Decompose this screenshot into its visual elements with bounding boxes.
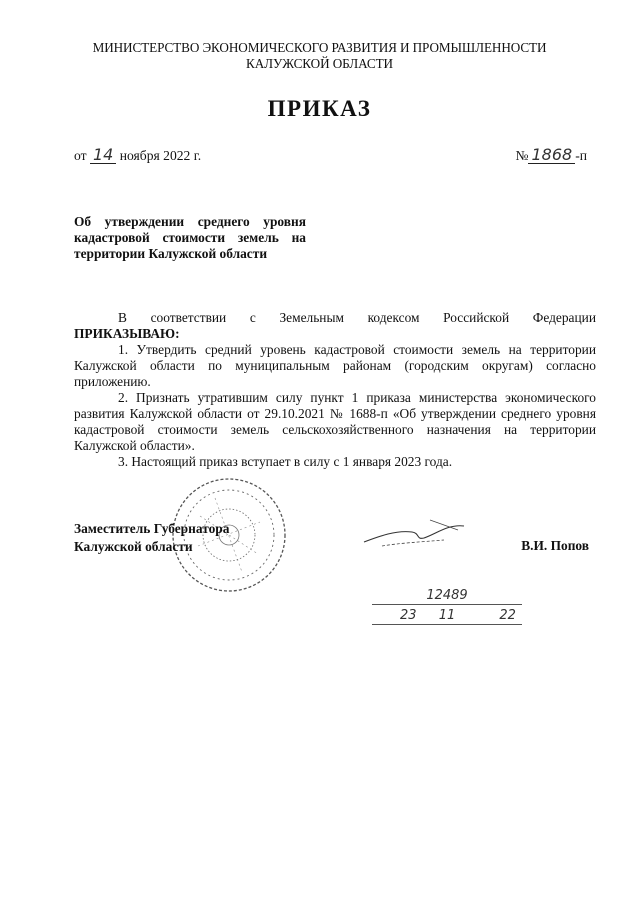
registration-number: 12489	[372, 588, 522, 605]
signer-position-line-2: Калужской области	[74, 539, 193, 554]
ministry-line-2: КАЛУЖСКОЙ ОБЛАСТИ	[246, 56, 393, 71]
number-suffix: -п	[575, 148, 587, 163]
order-date	[74, 146, 201, 164]
order-subject: Об утверждении среднего уровня кадастровой стоимости земель на территории Калужской области	[74, 214, 306, 261]
order-body	[74, 310, 596, 470]
signer-name: В.И. Попов	[521, 538, 589, 553]
ministry-header	[0, 40, 639, 72]
registration-year: 22	[499, 608, 516, 623]
date-prefix: от	[74, 148, 87, 163]
signer-position	[74, 520, 229, 556]
order-number	[515, 146, 587, 164]
registration-date	[372, 608, 522, 625]
handwritten-signature-icon	[360, 512, 480, 552]
intro-paragraph: В соответствии с Земельным кодексом Российской Федерации	[118, 310, 596, 325]
number-handwritten: 1868	[528, 146, 575, 164]
date-day-handwritten: 14	[90, 146, 116, 164]
number-prefix: №	[515, 148, 529, 163]
item-1: 1. Утвердить средний уровень кадастровой стоимости земель на территории Калужской области по муниципальным районам (городским округам) согласно приложению.	[74, 342, 596, 389]
item-2: 2. Признать утратившим силу пункт 1 приказа министерства экономического развития Калужской области от 29.10.2021 № 1688-п «Об утверждении среднего уровня кадастровой стоимости земель сельскохозяйственного назначения на территории Калужской области».	[74, 390, 596, 453]
signer-position-line-1: Заместитель Губернатора	[74, 521, 230, 536]
date-rest: ноября 2022 г.	[119, 148, 202, 163]
item-3: 3. Настоящий приказ вступает в силу с 1 января 2023 года.	[118, 454, 453, 469]
order-word: ПРИКАЗЫВАЮ:	[74, 326, 180, 341]
ministry-line-1: МИНИСТЕРСТВО ЭКОНОМИЧЕСКОГО РАЗВИТИЯ И ПРОМЫШЛЕННОСТИ	[92, 40, 547, 55]
registration-day: 23	[400, 608, 417, 623]
registration-month: 11	[438, 608, 456, 623]
document-title: ПРИКАЗ	[267, 96, 372, 121]
